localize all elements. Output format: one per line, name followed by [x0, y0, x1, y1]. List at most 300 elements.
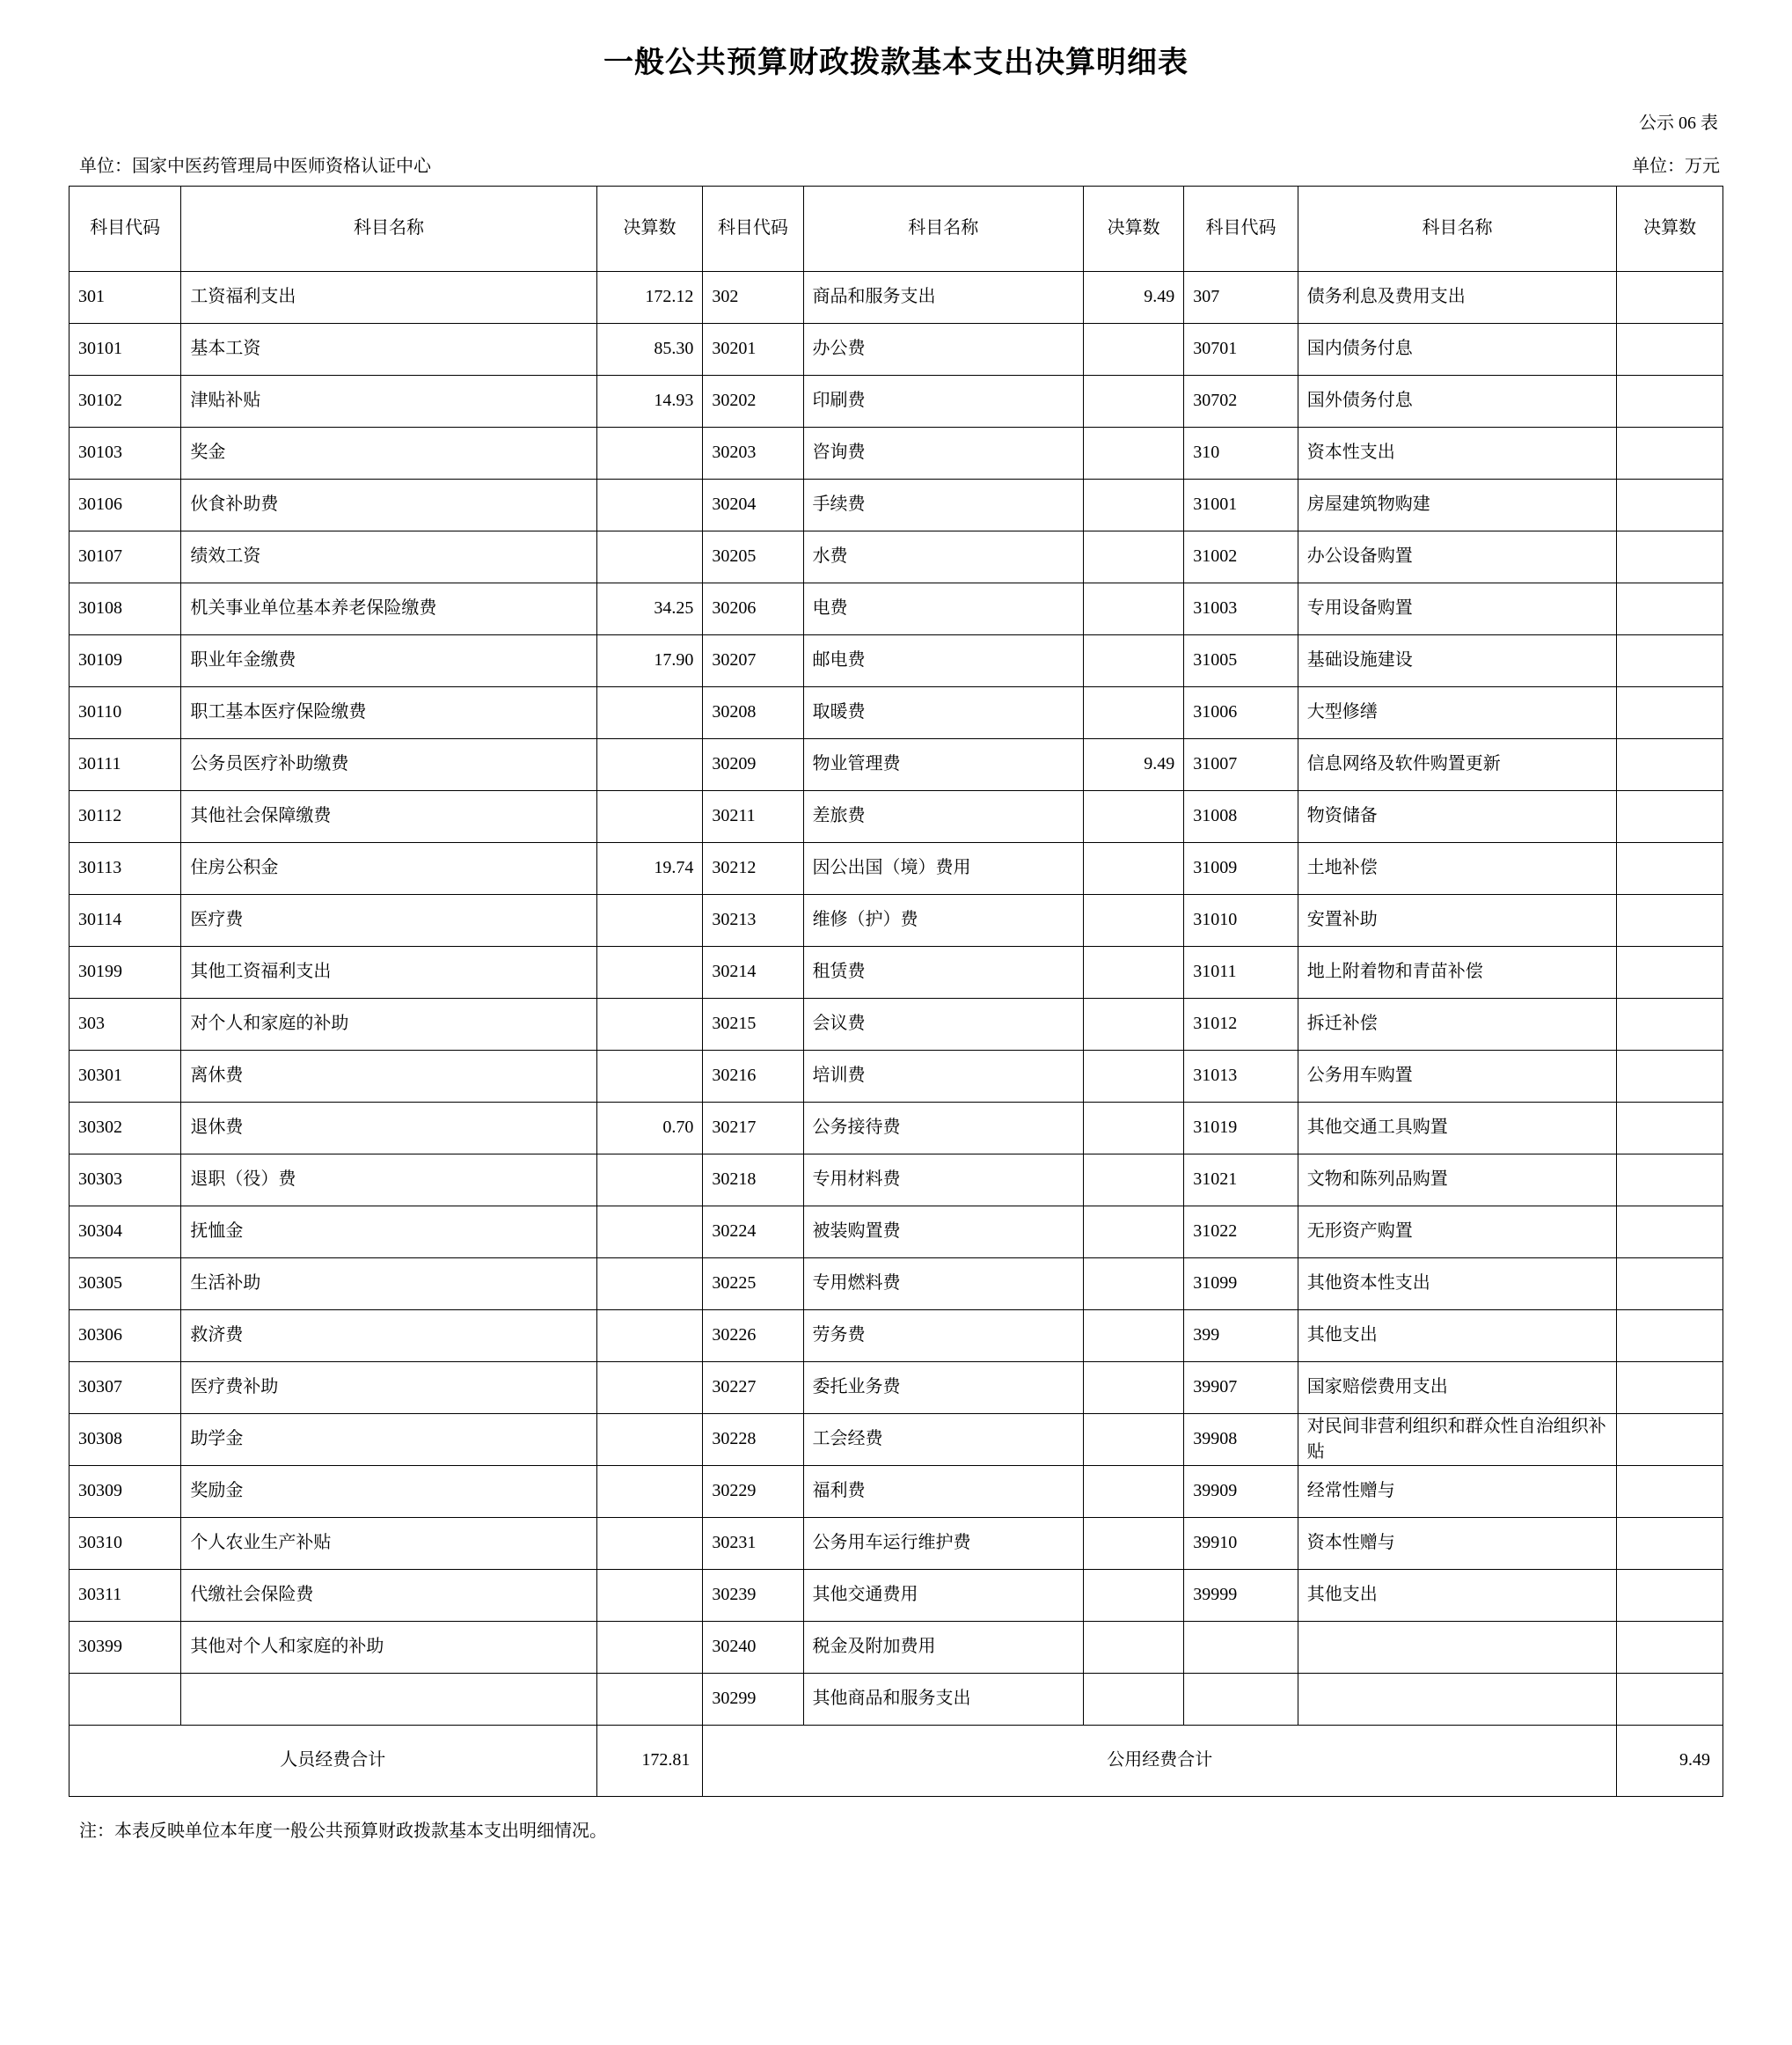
- account-name-cell: 奖励金: [181, 1465, 596, 1517]
- account-amount-cell: [1084, 323, 1184, 375]
- account-amount-cell: [1617, 271, 1723, 323]
- account-amount-cell: [1617, 531, 1723, 583]
- account-amount-cell: [596, 1309, 703, 1361]
- account-name-cell: 职业年金缴费: [181, 634, 596, 686]
- account-code-cell: 302: [703, 271, 803, 323]
- account-name-cell: 其他资本性支出: [1298, 1257, 1616, 1309]
- account-name-cell: 土地补偿: [1298, 842, 1616, 894]
- account-name-cell: 电费: [803, 583, 1083, 634]
- table-row: [69, 1361, 1723, 1413]
- account-name-cell: 大型修缮: [1298, 686, 1616, 738]
- table-note: 注：本表反映单位本年度一般公共预算财政拨款基本支出明细情况。: [79, 1821, 607, 1841]
- personnel-total-amount: 172.81: [596, 1725, 703, 1796]
- account-code-cell: 30303: [69, 1154, 181, 1206]
- table-row: [69, 479, 1723, 531]
- header-code-2: 科目代码: [703, 186, 803, 271]
- account-amount-cell: [1084, 1206, 1184, 1257]
- table-row: [69, 323, 1723, 375]
- account-amount-cell: [1084, 1621, 1184, 1673]
- table-row: [69, 1050, 1723, 1102]
- account-name-cell: 公务用车购置: [1298, 1050, 1616, 1102]
- table-row: [69, 1465, 1723, 1517]
- account-amount-cell: [1617, 1517, 1723, 1569]
- account-name-cell: 退休费: [181, 1102, 596, 1154]
- account-name-cell: 基础设施建设: [1298, 634, 1616, 686]
- account-amount-cell: [1084, 842, 1184, 894]
- account-code-cell: 30305: [69, 1257, 181, 1309]
- account-name-cell: 安置补助: [1298, 894, 1616, 946]
- account-name-cell: 职工基本医疗保险缴费: [181, 686, 596, 738]
- account-amount-cell: [1084, 1569, 1184, 1621]
- account-amount-cell: [1084, 375, 1184, 427]
- account-amount-cell: [596, 738, 703, 790]
- account-name-cell: 对个人和家庭的补助: [181, 998, 596, 1050]
- account-code-cell: 30304: [69, 1206, 181, 1257]
- account-name-cell: 国外债务付息: [1298, 375, 1616, 427]
- account-name-cell: 专用设备购置: [1298, 583, 1616, 634]
- account-name-cell: 机关事业单位基本养老保险缴费: [181, 583, 596, 634]
- account-code-cell: 30226: [703, 1309, 803, 1361]
- account-code-cell: 31003: [1184, 583, 1298, 634]
- account-code-cell: 30224: [703, 1206, 803, 1257]
- account-name-cell: 会议费: [803, 998, 1083, 1050]
- table-row: [69, 427, 1723, 479]
- account-code-cell: 30211: [703, 790, 803, 842]
- account-amount-cell: [596, 686, 703, 738]
- account-code-cell: 30201: [703, 323, 803, 375]
- account-amount-cell: [1617, 894, 1723, 946]
- account-name-cell: 其他工资福利支出: [181, 946, 596, 998]
- account-code-cell: 30308: [69, 1413, 181, 1465]
- account-amount-cell: [1084, 1517, 1184, 1569]
- account-amount-cell: [596, 1050, 703, 1102]
- account-name-cell: 专用材料费: [803, 1154, 1083, 1206]
- account-name-cell: 劳务费: [803, 1309, 1083, 1361]
- table-row: [69, 842, 1723, 894]
- account-amount-cell: [1617, 946, 1723, 998]
- account-amount-cell: [596, 427, 703, 479]
- account-code-cell: 301: [69, 271, 181, 323]
- account-code-cell: 30702: [1184, 375, 1298, 427]
- account-amount-cell: [1617, 842, 1723, 894]
- account-amount-cell: [596, 998, 703, 1050]
- account-code-cell: 30204: [703, 479, 803, 531]
- account-name-cell: 税金及附加费用: [803, 1621, 1083, 1673]
- account-amount-cell: [1084, 1413, 1184, 1465]
- account-code-cell: 39910: [1184, 1517, 1298, 1569]
- account-amount-cell: [1084, 1465, 1184, 1517]
- account-amount-cell: [1084, 686, 1184, 738]
- table-row: [69, 1309, 1723, 1361]
- account-amount-cell: [596, 894, 703, 946]
- account-amount-cell: 0.70: [596, 1102, 703, 1154]
- account-code-cell: 31099: [1184, 1257, 1298, 1309]
- account-code-cell: 30112: [69, 790, 181, 842]
- account-code-cell: 30103: [69, 427, 181, 479]
- personnel-total-label: 人员经费合计: [69, 1725, 597, 1796]
- account-amount-cell: 17.90: [596, 634, 703, 686]
- account-code-cell: 30310: [69, 1517, 181, 1569]
- account-name-cell: 公务员医疗补助缴费: [181, 738, 596, 790]
- header-row: [69, 186, 1723, 271]
- account-name-cell: 因公出国（境）费用: [803, 842, 1083, 894]
- header-code-3: 科目代码: [1184, 186, 1298, 271]
- account-name-cell: 物资储备: [1298, 790, 1616, 842]
- account-name-cell: [1298, 1621, 1616, 1673]
- account-code-cell: 399: [1184, 1309, 1298, 1361]
- account-name-cell: 办公费: [803, 323, 1083, 375]
- account-name-cell: 取暖费: [803, 686, 1083, 738]
- account-amount-cell: [1084, 1050, 1184, 1102]
- account-amount-cell: [1084, 634, 1184, 686]
- account-amount-cell: 19.74: [596, 842, 703, 894]
- account-amount-cell: [1617, 1413, 1723, 1465]
- account-name-cell: 商品和服务支出: [803, 271, 1083, 323]
- table-row: [69, 1102, 1723, 1154]
- account-name-cell: 医疗费: [181, 894, 596, 946]
- account-amount-cell: [1617, 1309, 1723, 1361]
- account-amount-cell: [1617, 634, 1723, 686]
- account-amount-cell: [1084, 946, 1184, 998]
- account-amount-cell: 172.12: [596, 271, 703, 323]
- account-name-cell: 救济费: [181, 1309, 596, 1361]
- account-amount-cell: [596, 1621, 703, 1673]
- account-name-cell: 对民间非营利组织和群众性自治组织补贴: [1298, 1413, 1616, 1465]
- table-row: [69, 1621, 1723, 1673]
- account-name-cell: 租赁费: [803, 946, 1083, 998]
- account-amount-cell: [596, 1206, 703, 1257]
- totals-row: [69, 1725, 1723, 1796]
- account-name-cell: 委托业务费: [803, 1361, 1083, 1413]
- account-name-cell: 办公设备购置: [1298, 531, 1616, 583]
- header-amount-3: 决算数: [1617, 186, 1723, 271]
- account-amount-cell: [596, 1361, 703, 1413]
- header-name-3: 科目名称: [1298, 186, 1616, 271]
- account-code-cell: 30202: [703, 375, 803, 427]
- account-name-cell: [181, 1673, 596, 1725]
- account-name-cell: 债务利息及费用支出: [1298, 271, 1616, 323]
- account-amount-cell: [1617, 1361, 1723, 1413]
- account-code-cell: 30215: [703, 998, 803, 1050]
- table-row: [69, 1154, 1723, 1206]
- amount-unit-label: 单位：万元: [1632, 156, 1720, 176]
- account-code-cell: 30108: [69, 583, 181, 634]
- account-code-cell: 30302: [69, 1102, 181, 1154]
- table-footer: [69, 1725, 1723, 1796]
- account-amount-cell: [1084, 998, 1184, 1050]
- meta-row: [69, 151, 1723, 177]
- table-row: [69, 998, 1723, 1050]
- account-name-cell: 差旅费: [803, 790, 1083, 842]
- account-code-cell: 30311: [69, 1569, 181, 1621]
- table-row: [69, 946, 1723, 998]
- account-name-cell: 水费: [803, 531, 1083, 583]
- table-row: [69, 634, 1723, 686]
- account-code-cell: 30109: [69, 634, 181, 686]
- account-code-cell: 30228: [703, 1413, 803, 1465]
- account-name-cell: 资本性赠与: [1298, 1517, 1616, 1569]
- account-code-cell: 30205: [703, 531, 803, 583]
- account-amount-cell: [1617, 375, 1723, 427]
- table-body: [69, 271, 1723, 1725]
- account-name-cell: 其他支出: [1298, 1309, 1616, 1361]
- account-name-cell: 其他交通工具购置: [1298, 1102, 1616, 1154]
- account-code-cell: 31001: [1184, 479, 1298, 531]
- account-amount-cell: [596, 1673, 703, 1725]
- account-code-cell: 30301: [69, 1050, 181, 1102]
- account-amount-cell: [596, 1257, 703, 1309]
- account-code-cell: 30203: [703, 427, 803, 479]
- account-amount-cell: [1084, 1102, 1184, 1154]
- account-amount-cell: [1617, 427, 1723, 479]
- account-name-cell: 邮电费: [803, 634, 1083, 686]
- account-name-cell: 住房公积金: [181, 842, 596, 894]
- account-amount-cell: [1617, 479, 1723, 531]
- account-code-cell: 31013: [1184, 1050, 1298, 1102]
- account-code-cell: 307: [1184, 271, 1298, 323]
- account-code-cell: 31007: [1184, 738, 1298, 790]
- table-row: [69, 583, 1723, 634]
- account-code-cell: 30111: [69, 738, 181, 790]
- account-name-cell: 基本工资: [181, 323, 596, 375]
- account-code-cell: 30107: [69, 531, 181, 583]
- account-code-cell: 30213: [703, 894, 803, 946]
- table-row: [69, 790, 1723, 842]
- table-row: [69, 271, 1723, 323]
- account-amount-cell: [1084, 583, 1184, 634]
- account-name-cell: 医疗费补助: [181, 1361, 596, 1413]
- account-amount-cell: [1084, 1154, 1184, 1206]
- account-name-cell: 资本性支出: [1298, 427, 1616, 479]
- account-name-cell: 津贴补贴: [181, 375, 596, 427]
- account-code-cell: 30207: [703, 634, 803, 686]
- account-code-cell: 30208: [703, 686, 803, 738]
- account-name-cell: 其他对个人和家庭的补助: [181, 1621, 596, 1673]
- account-name-cell: 国家赔偿费用支出: [1298, 1361, 1616, 1413]
- header-amount-1: 决算数: [596, 186, 703, 271]
- account-code-cell: 31009: [1184, 842, 1298, 894]
- account-name-cell: 其他交通费用: [803, 1569, 1083, 1621]
- sheet-number: 公示 06 表: [1639, 113, 1718, 133]
- table-row: [69, 1673, 1723, 1725]
- public-total-amount: 9.49: [1617, 1725, 1723, 1796]
- table-header: [69, 186, 1723, 271]
- account-code-cell: 30199: [69, 946, 181, 998]
- account-name-cell: 无形资产购置: [1298, 1206, 1616, 1257]
- account-amount-cell: [1617, 323, 1723, 375]
- account-amount-cell: [596, 790, 703, 842]
- account-amount-cell: [1617, 1569, 1723, 1621]
- account-code-cell: 30110: [69, 686, 181, 738]
- account-amount-cell: [596, 1154, 703, 1206]
- account-code-cell: 30106: [69, 479, 181, 531]
- account-code-cell: 39908: [1184, 1413, 1298, 1465]
- table-row: [69, 1206, 1723, 1257]
- account-code-cell: 30218: [703, 1154, 803, 1206]
- account-amount-cell: [1617, 738, 1723, 790]
- account-amount-cell: [596, 1569, 703, 1621]
- account-amount-cell: [596, 1413, 703, 1465]
- account-code-cell: 31019: [1184, 1102, 1298, 1154]
- account-amount-cell: [1617, 790, 1723, 842]
- account-code-cell: 30239: [703, 1569, 803, 1621]
- account-name-cell: 个人农业生产补贴: [181, 1517, 596, 1569]
- unit-label: 单位：国家中医药管理局中医师资格认证中心: [79, 156, 431, 176]
- table-row: [69, 686, 1723, 738]
- account-code-cell: 30240: [703, 1621, 803, 1673]
- header-amount-2: 决算数: [1084, 186, 1184, 271]
- table-row: [69, 1257, 1723, 1309]
- account-name-cell: 奖金: [181, 427, 596, 479]
- table-row: [69, 738, 1723, 790]
- account-name-cell: 其他商品和服务支出: [803, 1673, 1083, 1725]
- account-code-cell: [1184, 1673, 1298, 1725]
- account-name-cell: 伙食补助费: [181, 479, 596, 531]
- account-amount-cell: [1617, 1621, 1723, 1673]
- account-amount-cell: 9.49: [1084, 738, 1184, 790]
- header-name-1: 科目名称: [181, 186, 596, 271]
- account-code-cell: 30206: [703, 583, 803, 634]
- account-name-cell: 培训费: [803, 1050, 1083, 1102]
- account-code-cell: 31021: [1184, 1154, 1298, 1206]
- account-name-cell: 信息网络及软件购置更新: [1298, 738, 1616, 790]
- account-name-cell: 文物和陈列品购置: [1298, 1154, 1616, 1206]
- table-row: [69, 531, 1723, 583]
- account-name-cell: 其他社会保障缴费: [181, 790, 596, 842]
- account-code-cell: 30216: [703, 1050, 803, 1102]
- account-amount-cell: 85.30: [596, 323, 703, 375]
- account-code-cell: 39999: [1184, 1569, 1298, 1621]
- account-amount-cell: [1617, 1465, 1723, 1517]
- account-name-cell: 被装购置费: [803, 1206, 1083, 1257]
- table-row: [69, 894, 1723, 946]
- account-amount-cell: [1617, 1257, 1723, 1309]
- table-row: [69, 1413, 1723, 1465]
- account-name-cell: 福利费: [803, 1465, 1083, 1517]
- account-code-cell: 310: [1184, 427, 1298, 479]
- account-amount-cell: [596, 479, 703, 531]
- account-name-cell: 助学金: [181, 1413, 596, 1465]
- account-code-cell: 30214: [703, 946, 803, 998]
- account-code-cell: [69, 1673, 181, 1725]
- account-amount-cell: [1084, 894, 1184, 946]
- account-code-cell: 31022: [1184, 1206, 1298, 1257]
- account-name-cell: 其他支出: [1298, 1569, 1616, 1621]
- account-code-cell: 31008: [1184, 790, 1298, 842]
- account-code-cell: 30309: [69, 1465, 181, 1517]
- account-amount-cell: [1617, 1102, 1723, 1154]
- account-amount-cell: [1617, 1050, 1723, 1102]
- account-name-cell: 国内债务付息: [1298, 323, 1616, 375]
- account-amount-cell: [1617, 1206, 1723, 1257]
- account-code-cell: 31011: [1184, 946, 1298, 998]
- account-amount-cell: 9.49: [1084, 271, 1184, 323]
- table-row: [69, 375, 1723, 427]
- account-code-cell: 30102: [69, 375, 181, 427]
- account-code-cell: 30212: [703, 842, 803, 894]
- account-name-cell: 公务用车运行维护费: [803, 1517, 1083, 1569]
- account-name-cell: 维修（护）费: [803, 894, 1083, 946]
- account-amount-cell: [596, 946, 703, 998]
- account-code-cell: 30227: [703, 1361, 803, 1413]
- account-amount-cell: [596, 531, 703, 583]
- account-code-cell: 30225: [703, 1257, 803, 1309]
- account-code-cell: 31002: [1184, 531, 1298, 583]
- account-amount-cell: [1084, 1361, 1184, 1413]
- account-code-cell: 31005: [1184, 634, 1298, 686]
- page-title: 一般公共预算财政拨款基本支出决算明细表: [603, 47, 1189, 79]
- account-code-cell: 30231: [703, 1517, 803, 1569]
- account-amount-cell: 14.93: [596, 375, 703, 427]
- account-name-cell: 经常性赠与: [1298, 1465, 1616, 1517]
- account-name-cell: 房屋建筑物购建: [1298, 479, 1616, 531]
- account-name-cell: 专用燃料费: [803, 1257, 1083, 1309]
- account-name-cell: 公务接待费: [803, 1102, 1083, 1154]
- account-code-cell: 30217: [703, 1102, 803, 1154]
- account-amount-cell: [1617, 583, 1723, 634]
- account-amount-cell: [1617, 1673, 1723, 1725]
- account-amount-cell: [1617, 998, 1723, 1050]
- account-amount-cell: [1617, 1154, 1723, 1206]
- account-amount-cell: [1084, 479, 1184, 531]
- account-code-cell: 30229: [703, 1465, 803, 1517]
- account-code-cell: 30113: [69, 842, 181, 894]
- account-name-cell: [1298, 1673, 1616, 1725]
- account-name-cell: 印刷费: [803, 375, 1083, 427]
- header-name-2: 科目名称: [803, 186, 1083, 271]
- account-amount-cell: [1084, 1257, 1184, 1309]
- account-code-cell: 30299: [703, 1673, 803, 1725]
- account-amount-cell: [1084, 790, 1184, 842]
- account-name-cell: 绩效工资: [181, 531, 596, 583]
- account-name-cell: 拆迁补偿: [1298, 998, 1616, 1050]
- account-name-cell: 抚恤金: [181, 1206, 596, 1257]
- table-row: [69, 1517, 1723, 1569]
- account-code-cell: 30701: [1184, 323, 1298, 375]
- account-name-cell: 地上附着物和青苗补偿: [1298, 946, 1616, 998]
- table-row: [69, 1569, 1723, 1621]
- account-name-cell: 生活补助: [181, 1257, 596, 1309]
- account-code-cell: 31012: [1184, 998, 1298, 1050]
- account-amount-cell: [1084, 1309, 1184, 1361]
- account-code-cell: 303: [69, 998, 181, 1050]
- account-name-cell: 工会经费: [803, 1413, 1083, 1465]
- account-code-cell: 30306: [69, 1309, 181, 1361]
- account-name-cell: 物业管理费: [803, 738, 1083, 790]
- account-amount-cell: [1084, 427, 1184, 479]
- header-code-1: 科目代码: [69, 186, 181, 271]
- account-name-cell: 工资福利支出: [181, 271, 596, 323]
- account-code-cell: 39907: [1184, 1361, 1298, 1413]
- account-code-cell: 39909: [1184, 1465, 1298, 1517]
- account-code-cell: 31006: [1184, 686, 1298, 738]
- account-amount-cell: [1617, 686, 1723, 738]
- account-name-cell: 手续费: [803, 479, 1083, 531]
- account-name-cell: 离休费: [181, 1050, 596, 1102]
- account-code-cell: 30101: [69, 323, 181, 375]
- account-code-cell: 30114: [69, 894, 181, 946]
- public-total-label: 公用经费合计: [703, 1725, 1617, 1796]
- account-amount-cell: [596, 1465, 703, 1517]
- account-amount-cell: [1084, 531, 1184, 583]
- account-amount-cell: [1084, 1673, 1184, 1725]
- account-code-cell: 30209: [703, 738, 803, 790]
- budget-table: [69, 186, 1723, 1797]
- account-name-cell: 咨询费: [803, 427, 1083, 479]
- account-code-cell: 30399: [69, 1621, 181, 1673]
- account-amount-cell: [596, 1517, 703, 1569]
- account-code-cell: [1184, 1621, 1298, 1673]
